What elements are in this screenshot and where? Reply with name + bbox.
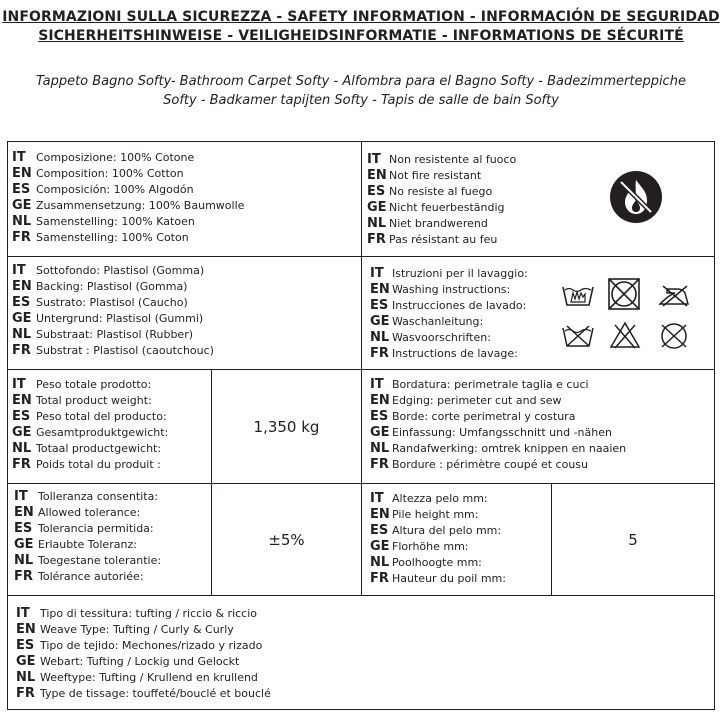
list-item: GE Untergrund: Plastisol (Gummi) [12, 311, 204, 326]
list-item: IT Bordatura: perimetrale taglia e cuci [370, 377, 589, 392]
list-item: FR Samenstelling: 100% Coton [12, 230, 189, 245]
list-item: NL Toegestane tolerantie: [14, 553, 162, 568]
list-item: IT Istruzioni per il lavaggio: [370, 266, 528, 281]
list-item: NL Samenstelling: 100% Katoen [12, 214, 195, 229]
list-item: EN Pile height mm: [370, 507, 479, 522]
list-item: GE Waschanleitung: [370, 314, 484, 329]
backing-list [12, 263, 214, 359]
weight-labels [12, 377, 168, 473]
list-item: FR Pas résistant au feu [367, 232, 498, 247]
hand-wash-icon [561, 281, 595, 309]
weave-list [16, 606, 271, 702]
list-item: IT Altezza pelo mm: [370, 491, 488, 506]
subtitle-line-2: Softy - Badkamer tapijten Softy - Tapis de salle de bain Softy [163, 93, 559, 108]
product-subtitle [0, 72, 722, 110]
list-item: IT Peso totale prodotto: [12, 377, 152, 392]
subtitle-line-1: Tappeto Bagno Softy- Bathroom Carpet Softy - Alfombra para el Bagno Softy - Badezimmerteppiche [36, 74, 686, 89]
list-item: ES Tipo de tejido: Mechones/rizado y rizado [16, 638, 263, 653]
list-item: GE Nicht feuerbeständig [367, 200, 505, 215]
list-item: NL Niet brandwerend [367, 216, 488, 231]
list-item: EN Weave Type: Tufting / Curly & Curly [16, 622, 234, 637]
list-item: FR Instructions de lavage: [370, 346, 518, 361]
list-item: IT Sottofondo: Plastisol (Gomma) [12, 263, 205, 278]
list-item: EN Total product weight: [12, 393, 152, 408]
list-item: IT Composizione: 100% Cotone [12, 150, 195, 165]
list-item: FR Bordure : périmètre coupé et cousu [370, 457, 589, 472]
list-item: NL Poolhoogte mm: [370, 555, 482, 570]
list-item: NL Randafwerking: omtrek knippen en naaien [370, 441, 627, 456]
list-item: GE Einfassung: Umfangsschnitt und -nähen [370, 425, 612, 440]
list-item: IT Non resistente al fuoco [367, 152, 517, 167]
tolerance-value: ±5% [268, 530, 305, 549]
list-item: IT Tipo di tessitura: tufting / riccio & riccio [16, 606, 258, 621]
list-item: NL Totaal productgewicht: [12, 441, 162, 456]
list-item: NL Weeftype: Tufting / Krullend en krullend [16, 670, 258, 685]
no-dry-clean-icon [657, 322, 691, 350]
list-item: FR Substrat : Plastisol (caoutchouc) [12, 343, 214, 358]
page-header [0, 8, 722, 46]
no-iron-icon [657, 285, 691, 307]
no-tumble-dry-icon [607, 277, 641, 311]
header-line-2: SICHERHEITSHINWEISE - VEILIGHEIDSINFORMATIE - INFORMATIONS DE SÉCURITÉ [38, 28, 684, 44]
header-line-1: INFORMAZIONI SULLA SICUREZZA - SAFETY INFORMATION - INFORMACIÓN DE SEGURIDAD [2, 9, 720, 25]
list-item: EN Not fire resistant [367, 168, 482, 183]
tolerance-labels [14, 489, 161, 585]
list-item: IT Tolleranza consentita: [14, 489, 159, 504]
pile-value: 5 [628, 530, 638, 549]
list-item: FR Poids total du produit : [12, 457, 161, 472]
list-item: ES No resiste al fuego [367, 184, 493, 199]
no-bleach-icon [609, 321, 641, 349]
list-item: ES Borde: corte perimetral y costura [370, 409, 576, 424]
list-item: ES Peso total del producto: [12, 409, 167, 424]
edging-list [370, 377, 626, 473]
no-fire-icon [609, 170, 663, 224]
list-item: FR Hauteur du poil mm: [370, 571, 506, 586]
list-item: FR Type de tissage: touffeté/bouclé et bouclé [16, 686, 271, 701]
list-item: GE Zusammensetzung: 100% Baumwolle [12, 198, 245, 213]
list-item: FR Tolérance autoriée: [14, 569, 144, 584]
list-item: GE Erlaubte Toleranz: [14, 537, 137, 552]
pile-labels [370, 491, 506, 587]
list-item: ES Sustrato: Plastisol (Caucho) [12, 295, 188, 310]
list-item: NL Substraat: Plastisol (Rubber) [12, 327, 194, 342]
list-item: GE Webart: Tufting / Lockig und Gelockt [16, 654, 240, 669]
list-item: ES Composición: 100% Algodón [12, 182, 194, 197]
weight-value: 1,350 kg [253, 417, 320, 436]
composition-list [12, 150, 244, 246]
washing-list [370, 266, 528, 362]
list-item: EN Washing instructions: [370, 282, 511, 297]
list-item: EN Edging: perimeter cut and sew [370, 393, 562, 408]
list-item: ES Tolerancia permitida: [14, 521, 154, 536]
list-item: GE Gesamtproduktgewicht: [12, 425, 169, 440]
list-item: EN Backing: Plastisol (Gomma) [12, 279, 188, 294]
list-item: GE Florhöhe mm: [370, 539, 469, 554]
list-item: EN Allowed tolerance: [14, 505, 141, 520]
list-item: ES Altura del pelo mm: [370, 523, 502, 538]
list-item: NL Wasvoorschriften: [370, 330, 491, 345]
list-item: ES Instrucciones de lavado: [370, 298, 527, 313]
list-item: EN Composition: 100% Cotton [12, 166, 184, 181]
do-not-wash-icon [561, 324, 595, 348]
fire-list [367, 152, 516, 248]
